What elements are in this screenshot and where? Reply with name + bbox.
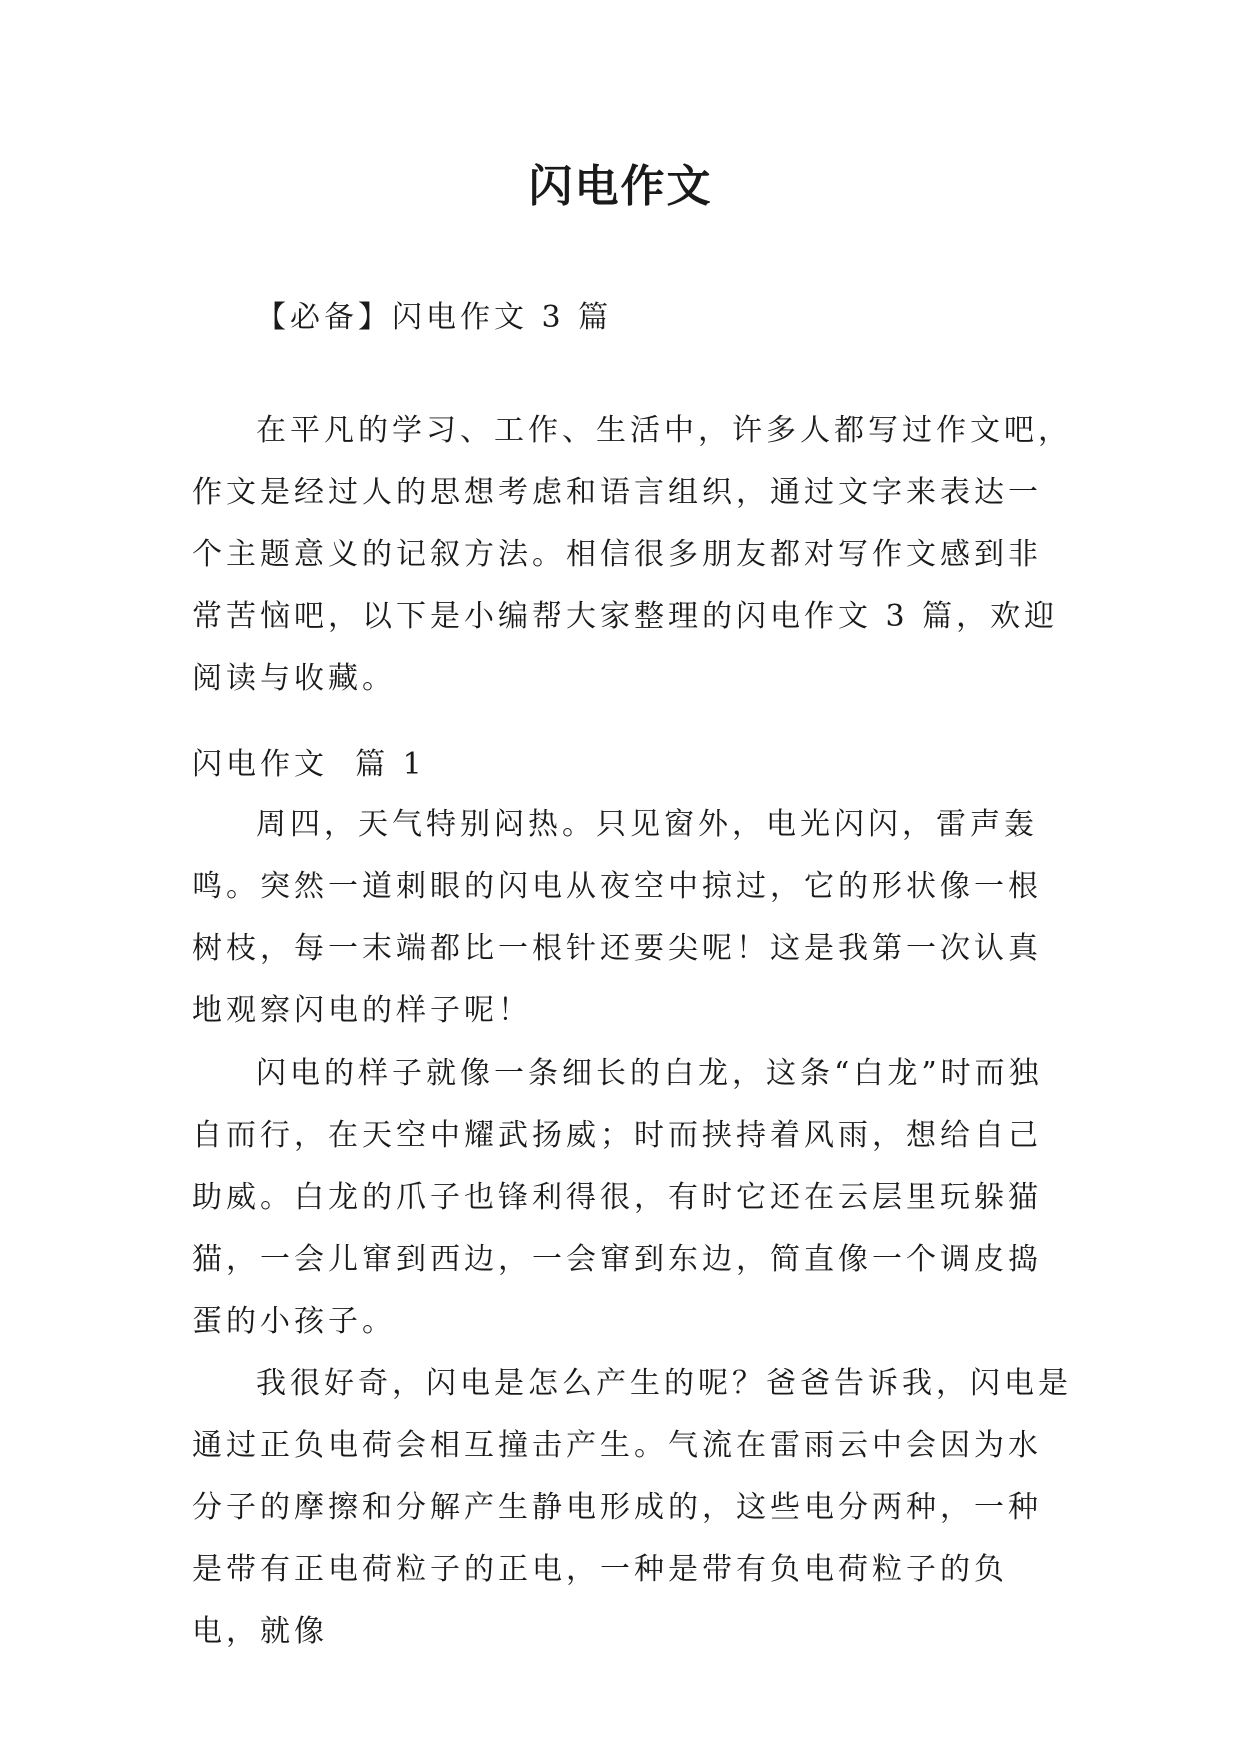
body-paragraph-3: 我很好奇，闪电是怎么产生的呢？爸爸告诉我，闪电是通过正负电荷会相互撞击产生。气流在雷雨云中会因为水分子的摩擦和分解产生静电形成的，这些电分两种，一种是带有正电荷粒子的正电，一种是带有负电荷粒子的负电，就像 [192,1366,1072,1649]
body-paragraph-2: 闪电的样子就像一条细长的白龙，这条“白龙”时而独自而行，在天空中耀武扬威；时而挟持着风雨，想给自己助威。白龙的爪子也锋利得很，有时它还在云层里玩躲猫猫，一会儿窜到西边，一会窜到东边，简直像一个调皮捣蛋的小孩子。 [192,1056,1043,1339]
document-title: 闪电作文 [528,161,713,212]
section-heading: 闪电作文 篇 1 [192,747,426,782]
intro-paragraph: 在平凡的学习、工作、生活中，许多人都写过作文吧，作文是经过人的思想考虑和语言组织，通过文字来表达一个主题意义的记叙方法。相信很多朋友都对写作文感到非常苦恼吧，以下是小编帮大家整理的闪电作文 3 篇，欢迎阅读与收藏。 [192,413,1072,696]
body-paragraph-1: 周四，天气特别闷热。只见窗外，电光闪闪，雷声轰鸣。突然一道刺眼的闪电从夜空中掠过，它的形状像一根树枝，每一末端都比一根针还要尖呢！这是我第一次认真地观察闪电的样子呢！ [192,807,1042,1028]
document-subtitle: 【必备】闪电作文 3 篇 [256,300,613,335]
